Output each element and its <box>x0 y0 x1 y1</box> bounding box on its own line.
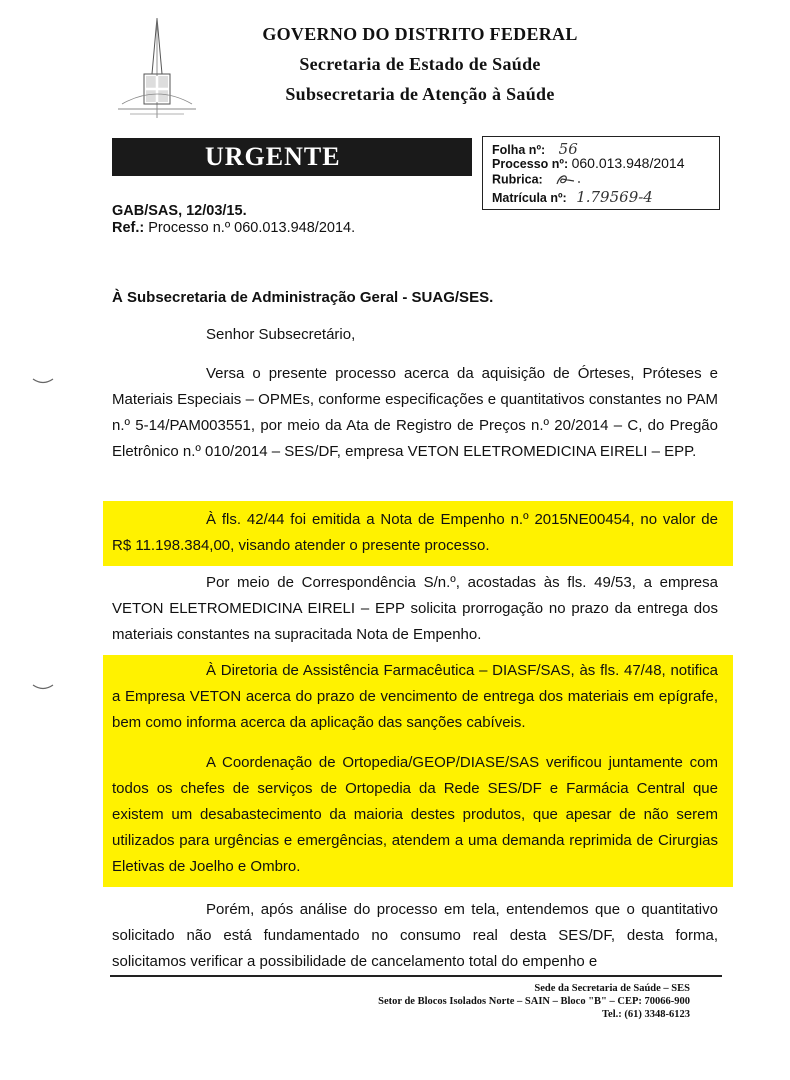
processo-row <box>492 155 685 171</box>
footer-divider <box>110 975 722 977</box>
folha-label: Folha nº: <box>492 143 546 157</box>
rubrica-label: Rubrica: <box>492 172 543 187</box>
header-secretariat: Secretaria de Estado de Saúde <box>299 54 541 74</box>
footer-line-2: Setor de Blocos Isolados Norte – SAIN – Bloco "B" – CEP: 70066-900 <box>378 996 690 1007</box>
footer-line-3: Tel.: (61) 3348-6123 <box>602 1009 690 1020</box>
paragraph-3: Por meio de Correspondência S/n.º, acostadas às fls. 49/53, a empresa VETON ELETROMEDICINA EIRELI – EPP solicita prorrogação no prazo da entrega dos materiais constantes na supracitada Nota de Empenho. <box>112 574 718 643</box>
matricula-label: Matrícula nº: <box>492 191 567 205</box>
matricula-value: 1.79569-4 <box>576 188 653 206</box>
processo-value: 060.013.948/2014 <box>571 155 685 171</box>
footer-line-1: Sede da Secretaria de Saúde – SES <box>534 983 690 994</box>
gab-date-line: GAB/SAS, 12/03/15. <box>112 203 247 219</box>
paragraph-4: À Diretoria de Assistência Farmacêutica – DIASF/SAS, às fls. 47/48, notifica a Empresa VETON acerca do prazo de vencimento de entrega dos materiais em epígrafe, bem como informa acerca da aplicação das sanções cabíveis. <box>112 662 718 731</box>
coat-of-arms-icon <box>112 14 202 124</box>
salutation: Senhor Subsecretário, <box>206 326 356 343</box>
header-government: GOVERNO DO DISTRITO FEDERAL <box>262 24 578 44</box>
paragraph-2: À fls. 42/44 foi emitida a Nota de Empenho n.º 2015NE00454, no valor de R$ 11.198.384,00, visando atender o presente processo. <box>112 511 718 554</box>
footer-address <box>250 982 690 1021</box>
punch-hole-mark-icon <box>32 683 54 691</box>
ref-value: Processo n.º 060.013.948/2014. <box>144 220 356 236</box>
processo-label: Processo nº: <box>492 157 569 171</box>
matricula-row <box>492 188 653 206</box>
reference-line <box>112 220 355 236</box>
paragraph-6: Porém, após análise do processo em tela, entendemos que o quantitativo solicitado não está fundamentado no consumo real desta SES/DF, desta forma, solicitamos verificar a possibilidade de cancelamento total do empenho e <box>112 901 718 970</box>
header-subsecretariat: Subsecretaria de Atenção à Saúde <box>285 84 555 104</box>
rubrica-row <box>492 172 588 188</box>
paragraph-5: A Coordenação de Ortopedia/GEOP/DIASE/SAS verificou juntamente com todos os chefes de serviços de Ortopedia da Rede SES/DF e Farmácia Central que existem um desabastecimento da maioria destes produtos, que apesar de não serem utilizados para urgências e emergências, atendem a uma demanda reprimida de Cirurgias Eletivas de Joelho e Ombro. <box>112 754 718 875</box>
rubrica-signature-icon <box>554 172 588 188</box>
folha-value: 56 <box>558 140 578 158</box>
paragraph-1: Versa o presente processo acerca da aquisição de Órteses, Próteses e Materiais Especiais – OPMEs, conforme especificações e quantitativos constantes no PAM n.º 5-14/PAM003551, por meio da Ata de Registro de Preços n.º 20/2014 – C, do Pregão Eletrônico n.º 010/2014 – SES/DF, empresa VETON ELETROMEDICINA EIRELI – EPP. <box>112 365 718 460</box>
urgent-label: URGENTE <box>205 142 341 171</box>
addressee: À Subsecretaria de Administração Geral - SUAG/SES. <box>112 289 494 306</box>
ref-label: Ref.: <box>112 220 145 236</box>
punch-hole-mark-icon <box>32 377 54 385</box>
